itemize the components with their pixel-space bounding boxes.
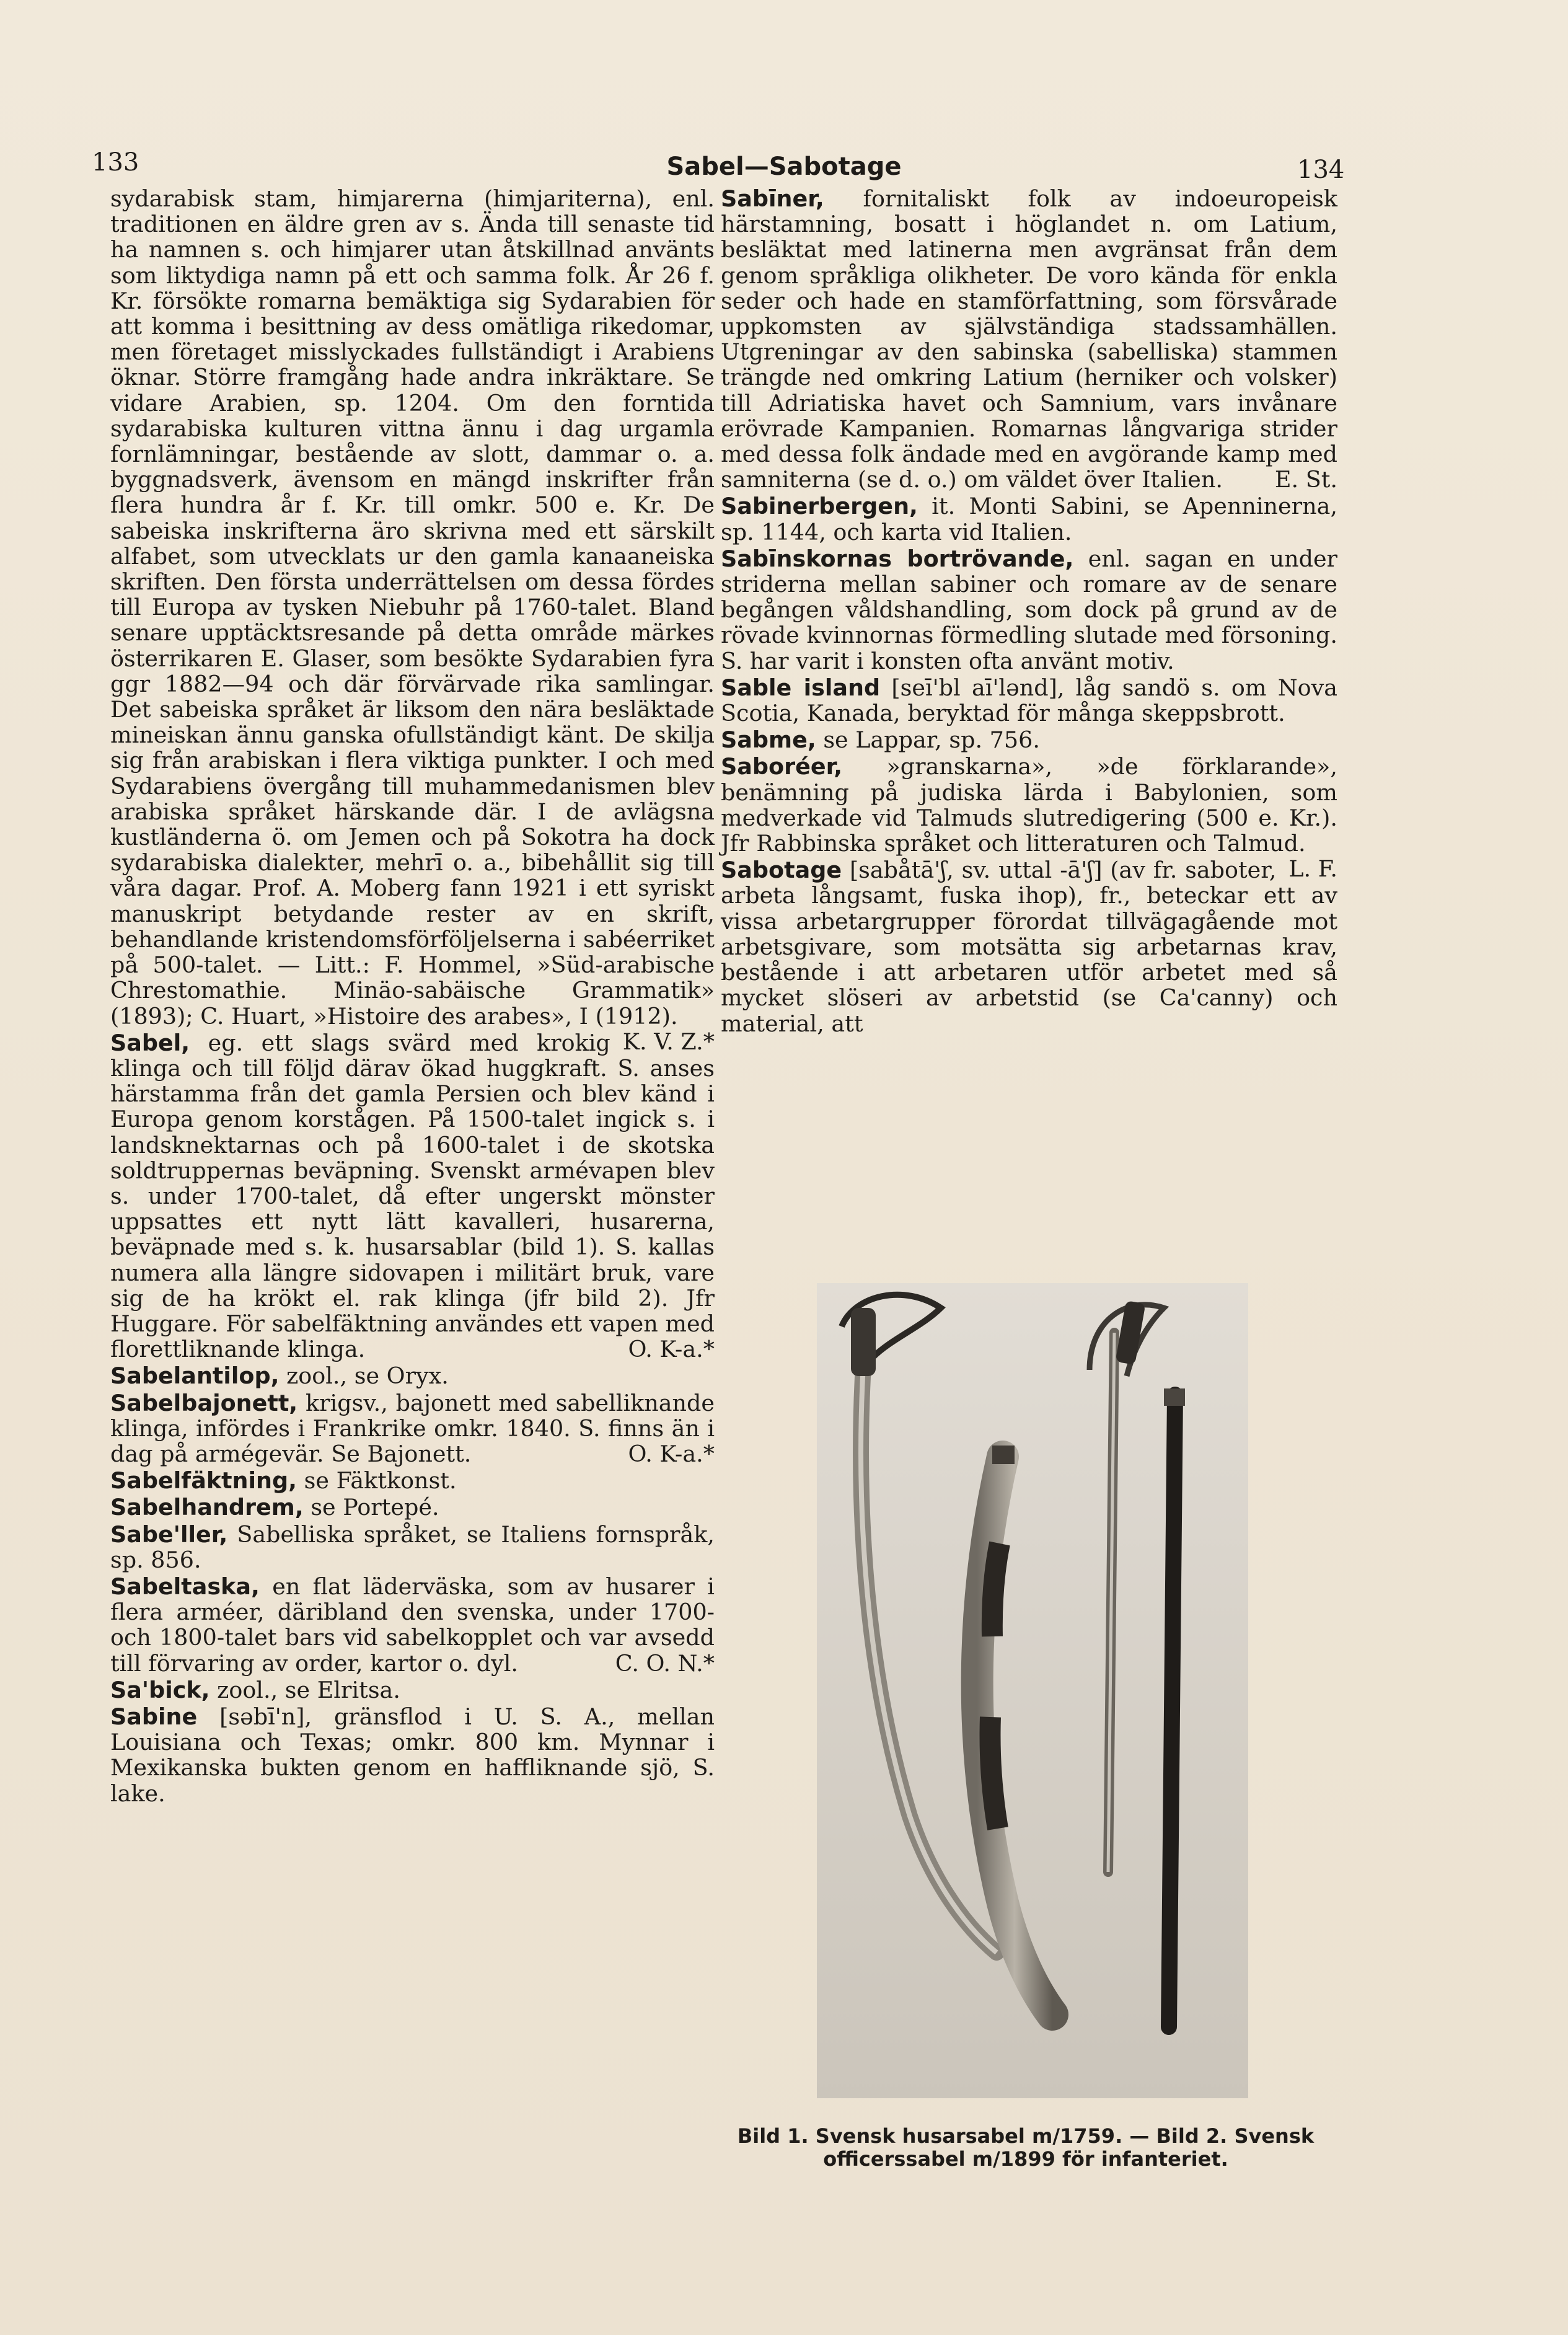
headword: Sabme, — [721, 726, 816, 754]
entry-sabeller — [110, 1522, 715, 1573]
entry-sabine — [110, 1704, 715, 1806]
signature: K. V. Z.* — [622, 1028, 715, 1055]
figure-caption: Bild 1. Svensk husarsabel m/1759. — Bild 2. Svensk officerssabel m/1899 för infanteriet. — [737, 2124, 1315, 2171]
left-column — [110, 186, 715, 1806]
entry-text: se Lappar, sp. 756. — [823, 726, 1040, 754]
headword: Sabinerbergen, — [721, 493, 918, 520]
right-column — [721, 186, 1337, 1036]
entry-text: it. Monti Sabini, se Apenninerna, sp. 1144, och karta vid Italien. — [721, 493, 1337, 545]
headword: Sabotage — [721, 857, 842, 884]
running-title: Sabel—Sabotage — [666, 152, 902, 181]
entry-text: eg. ett slags svärd med krokig klinga och till följd därav ökad huggkraft. S. anses härstamma från det gamla Persien och blev känd i Europa genom korstågen. På 1500-talet ingick s. i landsknektarnas och på 1600-talet i de skotska soldtruppernas beväpning. Svenskt armévapen blev s. under 1700-talet, då efter ungerskt mönster uppsattes ett nytt lätt kavalleri, husarerna, beväpnade med s. k. husarsablar (bild 1). S. kallas numera alla längre sidovapen i militärt bruk, vare sig de ha krökt el. rak klinga (jfr bild 2). Jfr Huggare. För sabelfäktning användes ett vapen med florettliknande klinga. — [110, 1029, 715, 1363]
headword: Sa'bick, — [110, 1676, 210, 1703]
entry-sabotage — [721, 857, 1337, 1036]
headword: Saboréer, — [721, 753, 843, 780]
entry-sabelantilop — [110, 1363, 715, 1388]
headword: Sable island — [721, 674, 881, 701]
entry-sabiner — [721, 186, 1337, 492]
entry-sabinerbergen — [721, 493, 1337, 544]
headword: Sabeltaska, — [110, 1573, 260, 1600]
entry-sabelbajonett — [110, 1390, 715, 1467]
headword: Sabelfäktning, — [110, 1467, 297, 1494]
entry-sabme — [721, 727, 1337, 753]
entry-text: krigsv., bajonett med sabelliknande klinga, infördes i Frankrike omkr. 1840. S. finns än i dag på armégevär. Se Bajonett. — [110, 1389, 715, 1467]
headword: Sabīnskornas bortrövande, — [721, 545, 1074, 572]
page-number-left: 133 — [92, 148, 139, 177]
page-number-right: 134 — [1297, 156, 1345, 184]
sabre-photograph — [817, 1283, 1248, 2098]
entry-text: Sabelliska språket, se Italiens fornspråk, sp. 856. — [110, 1521, 715, 1573]
signature: L. F. — [1288, 855, 1337, 883]
entry-text: se Portepé. — [311, 1494, 439, 1521]
headword: Sabelantilop, — [110, 1362, 280, 1390]
entry-text: fornitaliskt folk av indoeuropeisk härstamning, bosatt i höglandet n. om Latium, besläktat med latinerna men avgränsat från dem genom språkliga olikheter. De voro kända för enkla seder och hade en stamförfattning, som försvårade uppkomsten av självständiga stadssamhällen. Utgreningar av den sabinska (sabelliska) stammen trängde ned omkring Latium (herniker och volsker) till Adriatiska havet och Samnium, vars invånare erövrade Kampanien. Romarnas långvariga strider med dessa folk ändade med en avgörande kamp med samniterna (se d. o.) om väldet över Italien. — [721, 185, 1337, 493]
entry-text: [səbī'n], gränsflod i U. S. A., mellan Louisiana och Texas; omkr. 800 km. Mynnar i Mexikanska bukten genom en haffliknande sjö, S. lake. — [110, 1703, 715, 1807]
signature: E. St. — [1274, 466, 1337, 493]
signature: C. O. N.* — [615, 1649, 715, 1677]
entry-sabelhandrem — [110, 1494, 715, 1520]
headword: Sabelhandrem, — [110, 1494, 304, 1521]
signature: O. K-a.* — [628, 1440, 715, 1467]
entry-text: en flat läderväska, som av husarer i flera arméer, däribland den svenska, under 1700- och 1800-talet bars vid sabelkopplet och var avsedd till förvaring av order, kartor o. dyl. — [110, 1573, 715, 1677]
entry-sable-island — [721, 675, 1337, 726]
entry-text: »granskarna», »de förklarande», benämning på judiska lärda i Babylonien, som medverkade vid Talmuds slutredigering (500 e. Kr.). Jfr Rabbinska språket och litteraturen och Talmud. — [721, 753, 1337, 857]
entry-text: se Fäktkonst. — [304, 1467, 457, 1494]
headword: Sabine — [110, 1703, 198, 1730]
headword: Sabe'ller, — [110, 1521, 228, 1548]
headword: Sabīner, — [721, 185, 824, 212]
headword: Sabelbajonett, — [110, 1389, 298, 1416]
headword: Sabel, — [110, 1029, 190, 1056]
entry-sabick — [110, 1677, 715, 1703]
intro-text: sydarabisk stam, himjarerna (himjariterna), enl. traditionen en äldre gren av s. Ända till senaste tid ha namnen s. och himjarer utan åtskillnad använts som liktydiga namn på ett och samma folk. År 26 f. Kr. försökte romarna bemäktiga sig Sydarabien för att komma i besittning av dess omätliga rikedomar, men företaget misslyckades fullständigt i Arabiens öknar. Större framgång hade andra inkräktare. Se vidare Arabien, sp. 1204. Om den forntida sydarabiska kulturen vittna ännu i dag urgamla fornlämningar, bestående av slott, dammar o. a. byggnadsverk, ävensom en mängd inskrifter från flera hundra år f. Kr. till omkr. 500 e. Kr. De sabeiska inskrifterna äro skrivna med ett särskilt alfabet, som utvecklats ur den gamla kanaaneiska skriften. Den första underrättelsen om dessa fördes till Europa av tysken Niebuhr på 1760-talet. Bland senare upptäcktsresande på detta område märkes österrikaren E. Glaser, som besökte Sydarabien fyra ggr 1882—94 och där förvärvade rika samlingar. Det sabeiska språket är liksom den nära besläktade mineiskan ännu ganska ofullständigt känt. De skilja sig från arabiskan i flera viktiga punkter. I och med Sydarabiens övergång till muhammedanismen blev arabiska språket härskande där. I de avlägsna kustländerna ö. om Jemen och på Sokotra ha dock sydarabiska dialekter, mehrī o. a., bibehållit sig till våra dagar. Prof. A. Moberg fann 1921 i ett syriskt manuskript betydande rester av en skrift, behandlande kristendomsförföljelserna i sabéerriket på 500-talet. — Litt.: F. Hommel, »Süd-arabische Chrestomathie. Minäo-sabäische Grammatik» (1893); C. Huart, »Histoire des arabes», I (1912). — [110, 185, 715, 1030]
entry-text: [sabåtā'ʃ, sv. uttal -ā'ʃ] (av fr. saboter, arbeta långsamt, fuska ihop), fr., beteckar ett av vissa arbetargrupper förordat tillvägagående mot arbetsgivare, som motsätta sig arbetarnas krav, bestående i att arbetaren utför arbetet med så mycket slöseri av arbetstid (se Ca'canny) och material, att — [721, 857, 1337, 1037]
signature: O. K-a.* — [628, 1336, 715, 1363]
entry-text: zool., se Oryx. — [286, 1362, 449, 1390]
entry-text: zool., se Elritsa. — [217, 1676, 400, 1703]
entry-text: [seī'bl aī'lənd], låg sandö s. om Nova Scotia, Kanada, beryktad för många skeppsbrott. — [721, 674, 1337, 727]
entry-text: enl. sagan en under striderna mellan sabiner och romare av de senare begången våldshandling, som dock på grund av de rövade kvinnornas förmedling slutade med försoning. S. har varit i konsten ofta använt motiv. — [721, 545, 1338, 674]
entry-sabinskornas — [721, 546, 1337, 674]
entry-sabel — [110, 1030, 715, 1362]
entry-sabeltaska — [110, 1574, 715, 1676]
entry-sabelfaktning — [110, 1468, 715, 1493]
